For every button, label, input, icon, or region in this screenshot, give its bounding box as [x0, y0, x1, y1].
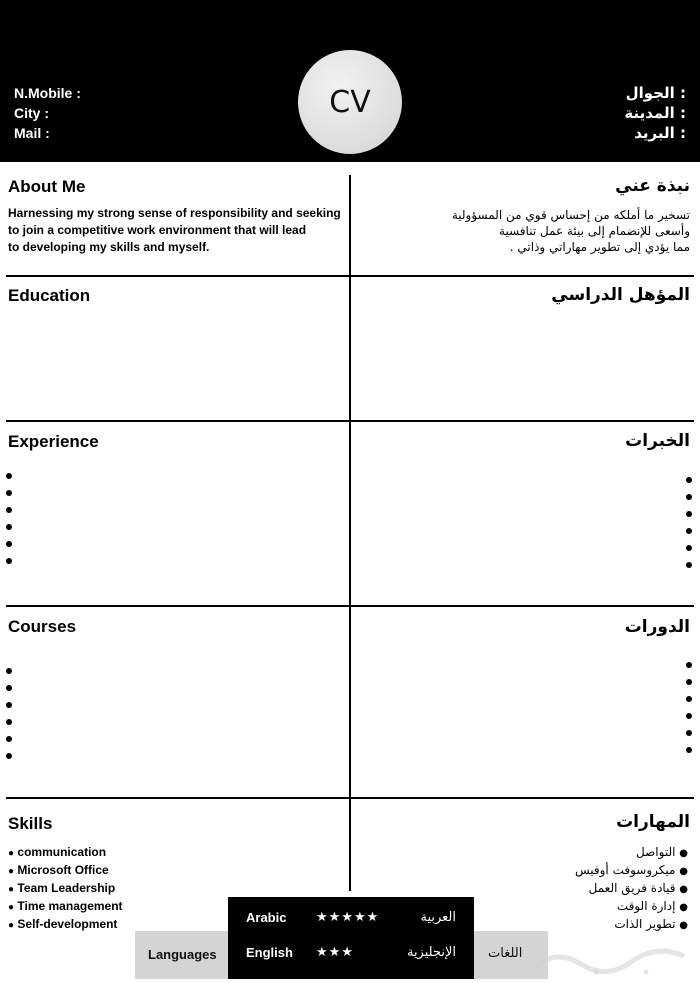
mobile-label: N.Mobile :	[14, 85, 81, 101]
bullet-icon	[6, 558, 12, 564]
star-rating-icon: ★★★	[316, 945, 354, 960]
bullet-icon	[6, 719, 12, 725]
bullet-icon	[686, 562, 692, 568]
courses-bullets-ar	[686, 662, 692, 764]
mobile-label-ar: الجوال :	[625, 84, 686, 102]
language-row	[228, 904, 474, 934]
section-divider	[6, 420, 694, 422]
mail-label-ar: البريد :	[634, 124, 686, 142]
skills-title-ar: المهارات	[616, 812, 690, 832]
city-label: City :	[14, 105, 49, 121]
bullet-icon	[686, 730, 692, 736]
language-row	[228, 939, 474, 969]
language-name-ar: العربية	[420, 910, 456, 925]
section-divider	[6, 605, 694, 607]
column-divider	[349, 276, 351, 421]
education-title-en: Education	[8, 286, 91, 305]
experience-bullets-ar	[686, 477, 692, 579]
language-name-en: English	[246, 945, 293, 960]
bullet-icon	[6, 736, 12, 742]
bullet-icon	[6, 753, 12, 759]
language-name-ar: الإنجليزية	[406, 945, 456, 960]
section-divider	[6, 275, 694, 277]
skill-item: ● Self-development	[8, 917, 118, 931]
about-title-en: About Me	[8, 177, 86, 196]
skills-list-ar	[575, 844, 688, 934]
skill-item: ● Team Leadership	[8, 881, 116, 895]
contact-labels-ar	[624, 83, 686, 143]
about-text-en: Harnessing my strong sense of responsibility and seeking to join a competitive work environment that will lead to developing my skills and myself.	[8, 206, 341, 254]
city-label-ar: المدينة :	[624, 104, 686, 122]
skills-list-en	[8, 844, 123, 934]
bullet-icon	[686, 477, 692, 483]
column-divider	[349, 421, 351, 606]
bullet-icon	[6, 668, 12, 674]
skills-title-en: Skills	[8, 814, 53, 833]
courses-title-ar: الدورات	[624, 617, 690, 637]
experience-title-ar: الخبرات	[625, 431, 690, 451]
bullet-icon	[686, 545, 692, 551]
skill-item: ● Microsoft Office	[8, 863, 109, 877]
bullet-icon	[6, 685, 12, 691]
bullet-icon	[6, 524, 12, 530]
courses-title-en: Courses	[8, 617, 77, 636]
column-divider	[349, 798, 351, 891]
education-title-ar: المؤهل الدراسي	[551, 285, 690, 305]
header-band	[0, 0, 700, 162]
bullet-icon	[686, 662, 692, 668]
experience-title-en: Experience	[8, 432, 99, 451]
mail-label: Mail :	[14, 125, 50, 141]
bullet-icon	[686, 528, 692, 534]
cv-text: CV	[329, 84, 371, 120]
bullet-icon	[6, 541, 12, 547]
bullet-icon	[686, 511, 692, 517]
watermark-logo-icon	[526, 942, 691, 978]
skill-item: ● Time management	[8, 899, 123, 913]
contact-labels-en	[14, 83, 81, 143]
languages-label-ar: اللغات	[488, 946, 523, 961]
cv-badge	[298, 50, 402, 154]
section-divider	[6, 797, 694, 799]
skill-item-ar: ● إدارة الوقت	[616, 899, 688, 913]
experience-bullets-en	[6, 473, 12, 575]
bullet-icon	[686, 696, 692, 702]
bullet-icon	[6, 490, 12, 496]
column-divider	[349, 175, 351, 276]
skill-item-ar: ● التواصل	[636, 845, 688, 859]
language-name-en: Arabic	[246, 910, 287, 925]
skill-item-ar: ● ميكروسوفت أوفيس	[574, 863, 688, 877]
skill-item: ● communication	[8, 845, 107, 859]
bullet-icon	[686, 494, 692, 500]
star-rating-icon: ★★★★★	[316, 910, 380, 925]
bullet-icon	[6, 473, 12, 479]
bullet-icon	[6, 507, 12, 513]
skill-item-ar: ● قيادة فريق العمل	[588, 881, 688, 895]
languages-label-en: Languages	[148, 947, 217, 962]
bullet-icon	[686, 747, 692, 753]
skill-item-ar: ● تطوير الذات	[614, 917, 688, 931]
column-divider	[349, 606, 351, 798]
bullet-icon	[686, 713, 692, 719]
bullet-icon	[686, 679, 692, 685]
about-title-ar: نبذة عني	[615, 176, 690, 196]
bullet-icon	[6, 702, 12, 708]
about-text-ar: تسخير ما أملكه من إحساس قوي من المسؤولية وأسعى للإنضمام إلى بيئة عمل تنافسية مما يؤدي إلى تطوير مهاراتي وذاتي .	[451, 208, 690, 254]
languages-box	[228, 897, 474, 979]
courses-bullets-en	[6, 668, 12, 770]
